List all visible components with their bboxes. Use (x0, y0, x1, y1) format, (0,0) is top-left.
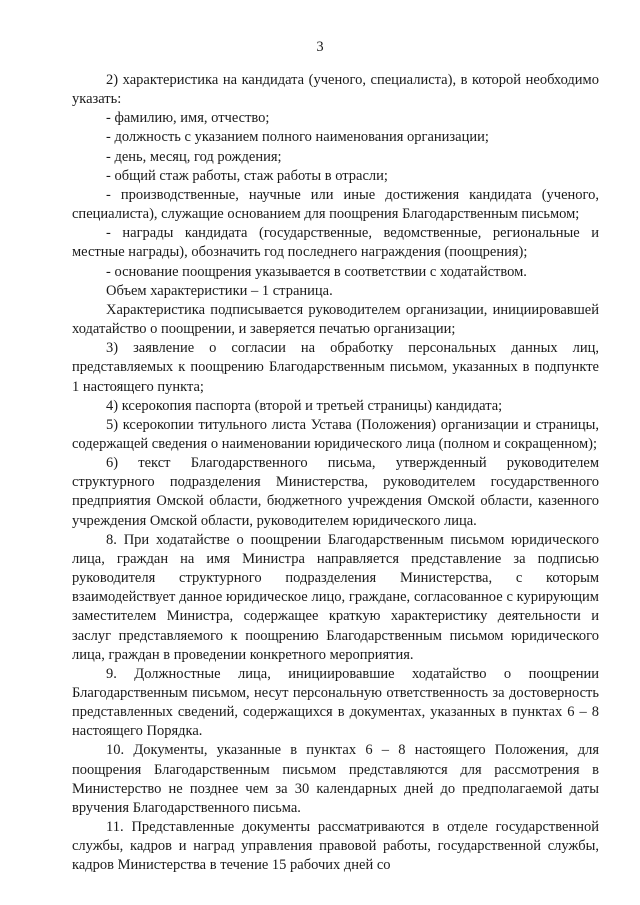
paragraph-item-9: 9. Должностные лица, инициировавшие ходатайство о поощрении Благодарственным письмом, несут персональную ответственность за достоверность представленных сведений, содержащихся в документах, указанных в пунктах 6 – 8 настоящего Порядка. (72, 665, 599, 740)
paragraph-item-8: 8. При ходатайстве о поощрении Благодарственным письмом юридического лица, граждан на имя Министра направляется представление за подписью руководителя структурного подразделения Министерства, с которым взаимодействует данное юридическое лицо, граждане, согласованное с курирующим заместителем Министра, содержащее краткую характеристику деятельности и заслуг представляемого к поощрению Благодарственным письмом юридического лица, граждан в проведении конкретного мероприятия. (72, 531, 599, 663)
list-item-birth-date: - день, месяц, год рождения; (106, 148, 282, 165)
page-number: 3 (316, 39, 324, 55)
paragraph-characteristic-intro: 2) характеристика на кандидата (ученого, специалиста), в которой необходимо указать: (72, 72, 599, 108)
paragraph-passport: 4) ксерокопия паспорта (второй и третьей страницы) кандидата; (106, 397, 503, 414)
list-item-position: - должность с указанием полного наименования организации; (106, 129, 489, 146)
list-item-full-name: - фамилию, имя, отчество; (106, 110, 270, 127)
paragraph-item-11: 11. Представленные документы рассматриваются в отделе государственной службы, кадров и наград управления правовой работы, государственной службы, кадров Министерства в течение 15 рабочих дней со (72, 819, 599, 874)
paragraph-signature: Характеристика подписывается руководителем организации, инициировавшей ходатайство о поощрении, и заверяется печатью организации; (72, 301, 599, 338)
paragraph-item-10: 10. Документы, указанные в пунктах 6 – 8 настоящего Положения, для поощрения Благодарственным письмом представляются для рассмотрения в Министерство не позднее чем за 30 календарных дней до предполагаемой даты вручения Благодарственного письма. (72, 742, 599, 816)
paragraph-volume: Объем характеристики – 1 страница. (106, 282, 333, 299)
list-item-awards: - награды кандидата (государственные, ведомственные, региональные и местные награды), обозначить год последнего награждения (поощрения); (72, 225, 599, 261)
paragraph-charter: 5) ксерокопии титульного листа Устава (Положения) организации и страницы, содержащей сведения о наименовании юридического лица (полном и сокращенном); (72, 416, 599, 452)
paragraph-consent: 3) заявление о согласии на обработку персональных данных лиц, представляемых к поощрению Благодарственным письмом, указанных в подпункте 1 настоящего пункта; (72, 340, 599, 395)
paragraph-letter-text: 6) текст Благодарственного письма, утвержденный руководителем структурного подразделения Министерства, руководителем государственного предприятия Омской области, бюджетного учреждения Омской области, казенного учреждения Омской области, руководителем юридического лица. (72, 455, 599, 529)
list-item-work-experience: - общий стаж работы, стаж работы в отрасли; (106, 167, 388, 184)
list-item-basis: - основание поощрения указывается в соответствии с ходатайством. (106, 263, 527, 280)
list-item-achievements: - производственные, научные или иные достижения кандидата (ученого, специалиста), служащие основанием для поощрения Благодарственным письмом; (72, 186, 599, 223)
document-body (72, 71, 599, 876)
